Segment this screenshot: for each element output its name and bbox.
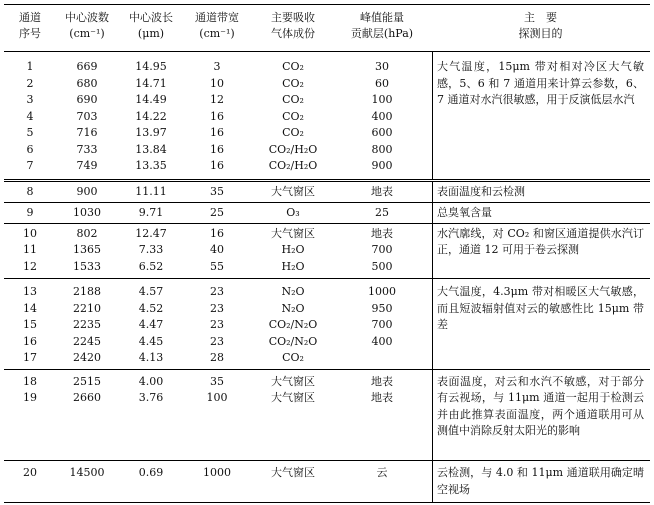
channel-group xyxy=(4,279,650,370)
table-body xyxy=(4,52,650,503)
center-wavenumber-cell: 749 xyxy=(76,159,98,172)
table-row xyxy=(4,125,650,142)
center-wavelength-cell: 14.95 xyxy=(135,60,167,73)
bandwidth-cell: 16 xyxy=(210,142,224,156)
channel-no-cell: 6 xyxy=(26,142,34,156)
absorbing-gas-cell: 大气窗区 xyxy=(271,184,315,198)
center-wavelength-cell: 12.47 xyxy=(135,226,167,240)
center-wavelength-cell: 4.52 xyxy=(138,301,164,315)
bandwidth-cell: 3 xyxy=(213,60,221,73)
bandwidth-cell: 35 xyxy=(210,184,224,198)
center-wavelength-cell: 14.71 xyxy=(135,76,167,90)
peak-level-cell: 地表 xyxy=(371,374,393,388)
purpose-cell: 水汽廓线，对 CO₂ 和窗区通道提供水汽订正，通道 12 可用于卷云探测 xyxy=(437,226,644,256)
center-wavenumber-cell: 2660 xyxy=(73,391,101,404)
peak-level-cell: 地表 xyxy=(371,226,393,240)
channel-group xyxy=(4,52,650,182)
bandwidth-cell: 28 xyxy=(210,351,224,364)
table-row xyxy=(4,158,650,175)
absorbing-gas-cell: CO₂ xyxy=(282,93,304,106)
channel-no-cell: 16 xyxy=(23,334,37,348)
center-wavelength-cell: 4.47 xyxy=(138,318,164,331)
center-wavelength-cell: 11.11 xyxy=(135,184,167,198)
bandwidth-cell: 23 xyxy=(210,318,224,331)
channel-group xyxy=(4,203,650,224)
center-wavenumber-cell: 14500 xyxy=(69,466,105,479)
peak-level-cell: 500 xyxy=(371,259,393,273)
center-wavelength-cell: 13.84 xyxy=(135,142,167,156)
bandwidth-cell: 16 xyxy=(210,159,224,172)
absorbing-gas-cell: N₂O xyxy=(281,301,305,315)
channel-no-cell: 8 xyxy=(26,184,34,198)
channel-group xyxy=(4,182,650,204)
purpose-cell: 表面温度，对云和水汽不敏感，对于部分有云视场，与 11μm 通道一起用于检测云并由此推算表面温度，两个通道联用可从测值中消除反射太阳光的影响 xyxy=(437,374,644,437)
center-wavelength-cell: 0.69 xyxy=(138,466,164,479)
channel-group xyxy=(4,224,650,280)
bandwidth-cell: 16 xyxy=(210,109,224,123)
header-purpose: 主 要 探测目的 xyxy=(518,11,563,40)
channel-no-cell: 12 xyxy=(23,259,37,273)
channel-no-cell: 4 xyxy=(26,109,34,123)
center-wavelength-cell: 13.97 xyxy=(135,126,167,139)
header-peak-level: 峰值能量 贡献层(hPa) xyxy=(350,11,414,40)
center-wavelength-cell: 7.33 xyxy=(138,243,164,256)
absorbing-gas-cell: CO₂ xyxy=(282,76,304,90)
bandwidth-cell: 40 xyxy=(210,243,224,256)
peak-level-cell: 800 xyxy=(371,142,393,156)
bandwidth-cell: 55 xyxy=(210,259,224,273)
channel-no-cell: 7 xyxy=(26,159,34,172)
absorbing-gas-cell: 大气窗区 xyxy=(271,374,315,388)
peak-level-cell: 云 xyxy=(376,466,388,479)
header-absorbing-gas: 主要吸收 气体成份 xyxy=(271,11,315,40)
center-wavenumber-cell: 690 xyxy=(76,93,98,106)
absorbing-gas-cell: CO₂/H₂O xyxy=(268,142,318,156)
center-wavenumber-cell: 669 xyxy=(76,60,98,73)
purpose-cell: 总臭氧含量 xyxy=(437,206,492,219)
absorbing-gas-cell: 大气窗区 xyxy=(271,466,315,479)
header-bandwidth: 通道带宽 (cm⁻¹) xyxy=(195,11,239,40)
center-wavenumber-cell: 1533 xyxy=(73,259,101,273)
bandwidth-cell: 23 xyxy=(210,285,224,298)
channel-no-cell: 13 xyxy=(23,285,37,298)
table-row xyxy=(4,334,650,351)
table-row xyxy=(4,109,650,126)
bandwidth-cell: 23 xyxy=(210,301,224,315)
channel-no-cell: 3 xyxy=(26,93,34,106)
bandwidth-cell: 10 xyxy=(210,76,224,90)
purpose-cell: 云检测，与 4.0 和 11μm 通道联用确定晴空视场 xyxy=(437,466,644,496)
channel-no-cell: 14 xyxy=(23,301,37,315)
bandwidth-cell: 25 xyxy=(210,206,224,219)
bandwidth-cell: 23 xyxy=(210,334,224,348)
center-wavenumber-cell: 802 xyxy=(76,226,98,240)
absorbing-gas-cell: CO₂/N₂O xyxy=(268,334,318,348)
center-wavenumber-cell: 2245 xyxy=(73,334,101,348)
channel-no-cell: 2 xyxy=(26,76,34,90)
table-row xyxy=(4,142,650,159)
center-wavelength-cell: 4.45 xyxy=(138,334,164,348)
peak-level-cell: 600 xyxy=(371,126,393,139)
center-wavenumber-cell: 680 xyxy=(76,76,98,90)
center-wavelength-cell: 14.22 xyxy=(135,109,167,123)
peak-level-cell: 700 xyxy=(371,243,393,256)
center-wavenumber-cell: 2235 xyxy=(73,318,101,331)
peak-level-cell: 地表 xyxy=(371,184,393,198)
peak-level-cell: 900 xyxy=(371,159,393,172)
header-wavenumber: 中心波数 (cm⁻¹) xyxy=(65,11,109,40)
table-row xyxy=(4,259,650,276)
table-header xyxy=(4,4,650,52)
bandwidth-cell: 16 xyxy=(210,226,224,240)
channel-no-cell: 18 xyxy=(23,374,37,388)
center-wavenumber-cell: 1030 xyxy=(73,206,101,219)
center-wavelength-cell: 3.76 xyxy=(138,391,164,404)
bandwidth-cell: 16 xyxy=(210,126,224,139)
channel-no-cell: 10 xyxy=(23,226,37,240)
peak-level-cell: 地表 xyxy=(371,391,393,404)
center-wavelength-cell: 6.52 xyxy=(138,259,164,273)
center-wavelength-cell: 13.35 xyxy=(135,159,167,172)
absorbing-gas-cell: H₂O xyxy=(281,259,305,273)
peak-level-cell: 30 xyxy=(375,60,389,73)
peak-level-cell: 950 xyxy=(371,301,393,315)
center-wavenumber-cell: 2515 xyxy=(73,374,101,388)
center-wavelength-cell: 4.00 xyxy=(138,374,164,388)
center-wavenumber-cell: 733 xyxy=(76,142,98,156)
header-channel-no: 通道 序号 xyxy=(19,11,41,40)
channel-no-cell: 11 xyxy=(23,243,37,256)
absorbing-gas-cell: CO₂ xyxy=(282,351,304,364)
absorbing-gas-cell: CO₂ xyxy=(282,109,304,123)
center-wavelength-cell: 4.13 xyxy=(138,351,164,364)
center-wavelength-cell: 14.49 xyxy=(135,93,167,106)
center-wavenumber-cell: 716 xyxy=(76,126,98,139)
bandwidth-cell: 1000 xyxy=(203,466,231,479)
peak-level-cell: 60 xyxy=(375,76,389,90)
channel-no-cell: 19 xyxy=(23,391,37,404)
channel-group xyxy=(4,461,650,503)
peak-level-cell: 1000 xyxy=(368,285,396,298)
channel-no-cell: 15 xyxy=(23,318,37,331)
header-wavelength: 中心波长 (μm) xyxy=(129,11,173,40)
center-wavenumber-cell: 703 xyxy=(76,109,98,123)
purpose-cell: 大气温度，15μm 带对相对冷区大气敏感，5、6 和 7 通道用来计算云参数，6、7 通道对水汽很敏感，用于反演低层水汽 xyxy=(437,60,644,106)
peak-level-cell: 400 xyxy=(371,334,393,348)
absorbing-gas-cell: H₂O xyxy=(281,243,305,256)
purpose-cell: 大气温度，4.3μm 带对相暖区大气敏感，而且短波辐射值对云的敏感性比 15μm 带差 xyxy=(437,285,644,331)
channel-group xyxy=(4,370,650,462)
bandwidth-cell: 35 xyxy=(210,374,224,388)
absorbing-gas-cell: 大气窗区 xyxy=(271,391,315,404)
peak-level-cell: 25 xyxy=(375,206,389,219)
bandwidth-cell: 100 xyxy=(206,391,228,404)
peak-level-cell: 400 xyxy=(371,109,393,123)
channel-no-cell: 1 xyxy=(26,60,34,73)
peak-level-cell: 100 xyxy=(371,93,393,106)
purpose-cell: 表面温度和云检测 xyxy=(437,184,525,198)
peak-level-cell: 700 xyxy=(371,318,393,331)
center-wavelength-cell: 4.57 xyxy=(138,285,164,298)
absorbing-gas-cell: O₃ xyxy=(286,206,300,219)
absorbing-gas-cell: CO₂ xyxy=(282,126,304,139)
center-wavenumber-cell: 1365 xyxy=(73,243,101,256)
channel-no-cell: 9 xyxy=(26,206,34,219)
center-wavelength-cell: 9.71 xyxy=(138,206,164,219)
channel-no-cell: 5 xyxy=(26,126,34,139)
absorbing-gas-cell: 大气窗区 xyxy=(271,226,315,240)
bandwidth-cell: 12 xyxy=(210,93,224,106)
table-row xyxy=(4,350,650,367)
center-wavenumber-cell: 2188 xyxy=(73,285,101,298)
absorbing-gas-cell: CO₂ xyxy=(282,60,304,73)
center-wavenumber-cell: 2210 xyxy=(73,301,101,315)
absorbing-gas-cell: CO₂/H₂O xyxy=(268,159,318,172)
center-wavenumber-cell: 2420 xyxy=(73,351,101,364)
channel-no-cell: 17 xyxy=(23,351,37,364)
channel-table xyxy=(4,4,650,503)
absorbing-gas-cell: N₂O xyxy=(281,285,305,298)
channel-no-cell: 20 xyxy=(23,466,37,479)
absorbing-gas-cell: CO₂/N₂O xyxy=(268,318,318,331)
center-wavenumber-cell: 900 xyxy=(76,184,98,198)
